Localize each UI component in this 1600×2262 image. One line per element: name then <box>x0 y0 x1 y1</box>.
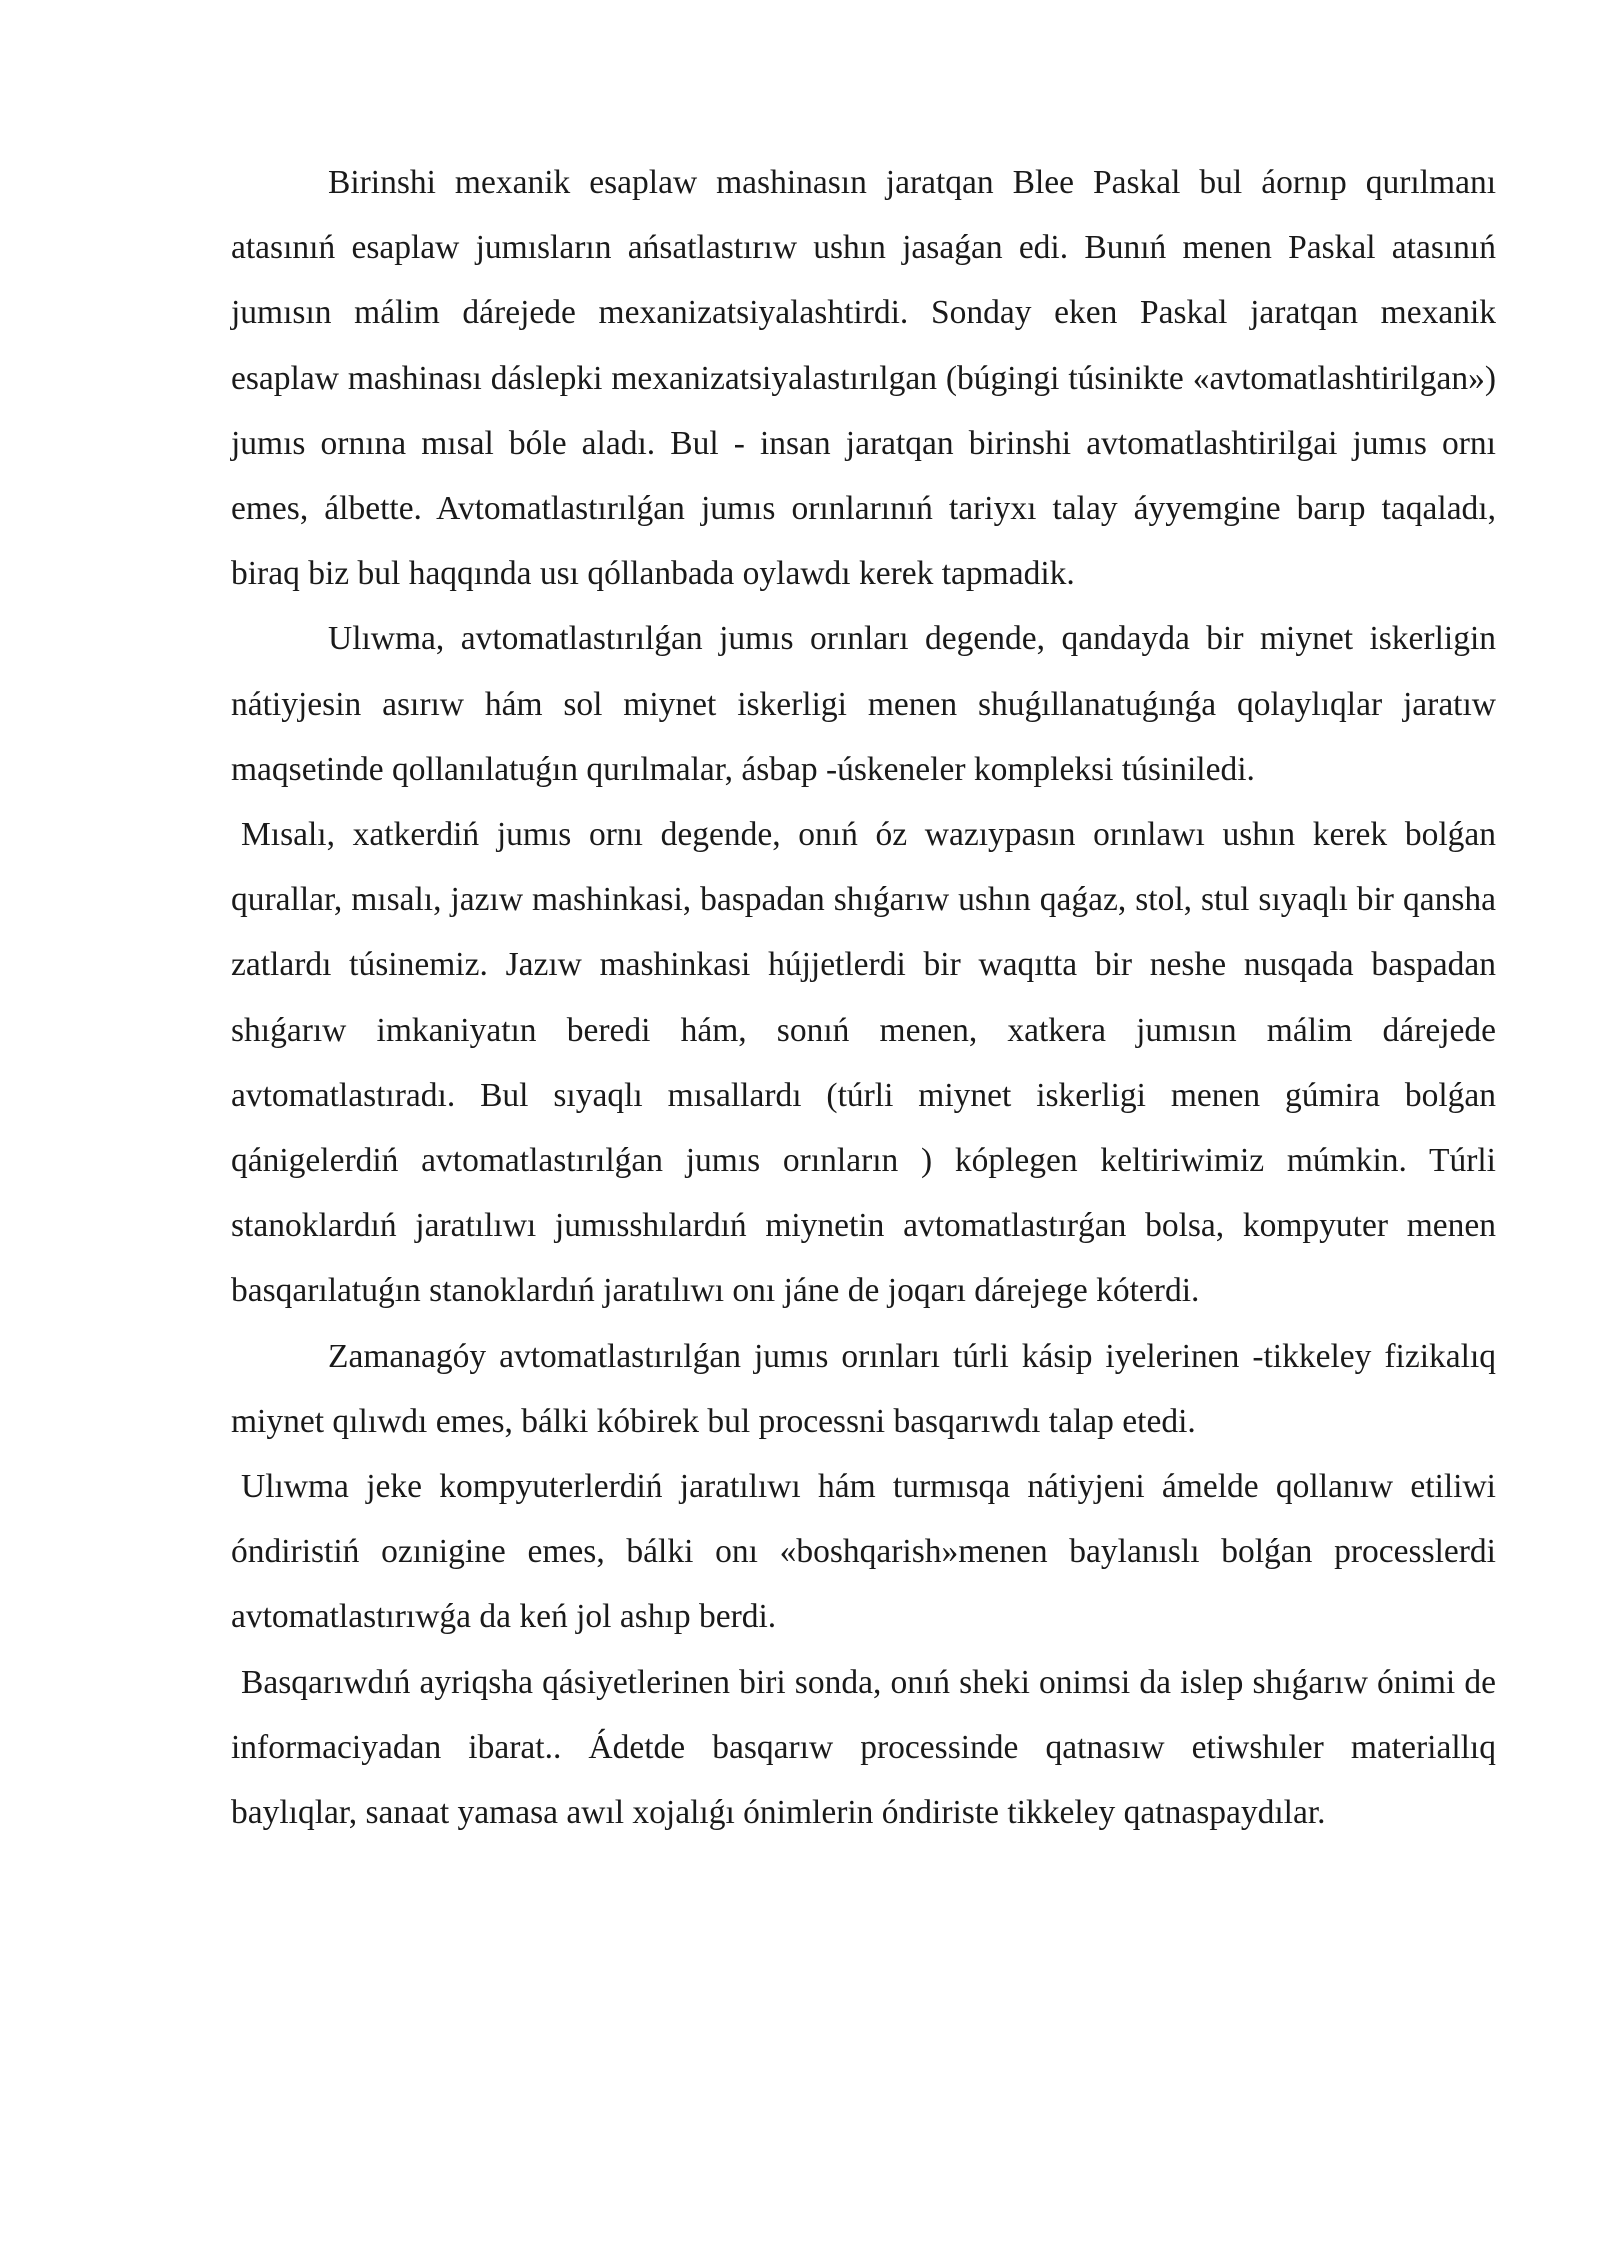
paragraph: Mısalı, xatkerdiń jumıs ornı degende, onıń óz wazıypasın orınlawı ushın kerek bolǵan qurallar, mısalı, jazıw mashinkasi, baspadan shıǵarıw ushın qaǵaz, stol, stul sıyaqlı bir qansha zatlardı túsinemiz. Jazıw mashinkasi hújjetlerdi bir waqıtta bir neshe nusqada baspadan shıǵarıw imkaniyatın beredi hám, sonıń menen, xatkera jumısın málim dárejede avtomatlastıradı. Bul sıyaqlı mısallardı (túrli miynet iskerligi menen gúmira bolǵan qánigelerdiń avtomatlastırılǵan jumıs orınların ) kóplegen keltiriwimiz múmkin. Túrli stanoklardıń jaratılıwı jumısshılardıń miynetin avtomatlastırǵan bolsa, kompyuter menen basqarılatuǵın stanoklardıń jaratılıwı onı jáne de joqarı dárejege kóterdi. <box>231 816 1496 1310</box>
paragraph: Ulıwma, avtomatlastırılǵan jumıs orınları degende, qandayda bir miynet iskerligin nátiyjesin asırıw hám sol miynet iskerligi menen shuǵıllanatuǵınǵa qolaylıqlar jaratıw maqsetinde qollanılatuǵın qurılmalar, ásbap -úskeneler kompleksi túsiniledi. <box>231 620 1496 788</box>
paragraph: Ulıwma jeke kompyuterlerdiń jaratılıwı hám turmısqa nátiyjeni ámelde qollanıw etiliwi óndiristiń ozınigine emes, bálki onı «boshqarish»menen baylanıslı bolǵan processlerdi avtomatlastırıwǵa da keń jol ashıp berdi. <box>231 1468 1496 1636</box>
document-body <box>231 150 1496 1845</box>
paragraph: Basqarıwdıń ayriqsha qásiyetlerinen biri sonda, onıń sheki onimsi da islep shıǵarıw ónimi de informaciyadan ibarat.. Ádetde basqarıw processinde qatnasıw etiwshıler materiallıq baylıqlar, sanaat yamasa awıl xojalıǵı ónimlerin óndiriste tikkeley qatnaspaydılar. <box>231 1663 1496 1832</box>
paragraph: Zamanagóy avtomatlastırılǵan jumıs orınları túrli kásip iyelerinen -tikkeley fizikalıq miynet qılıwdı emes, bálki kóbirek bul processni basqarıwdı talap etedi. <box>231 1337 1496 1440</box>
paragraph: Birinshi mexanik esaplaw mashinasın jaratqan Blee Paskal bul áornıp qurılmanı atasınıń esaplaw jumısların ańsatlastırıw ushın jasaǵan edi. Bunıń menen Paskal atasınıń jumısın málim dárejede mexanizatsiyalashtirdi. Sonday eken Paskal jaratqan mexanik esaplaw mashinası dáslepki mexanizatsiyalastırılgan (búgingi túsinikte «avtomatlashtirilgan») jumıs ornına mısal bóle aladı. Bul - insan jaratqan birinshi avtomatlashtirilgai jumıs ornı emes, álbette. Avtomatlastırılǵan jumıs orınlarınıń tariyxı talay áyyemgine barıp taqaladı, biraq biz bul haqqında usı qóllanbada oylawdı kerek tapmadik. <box>231 164 1496 593</box>
